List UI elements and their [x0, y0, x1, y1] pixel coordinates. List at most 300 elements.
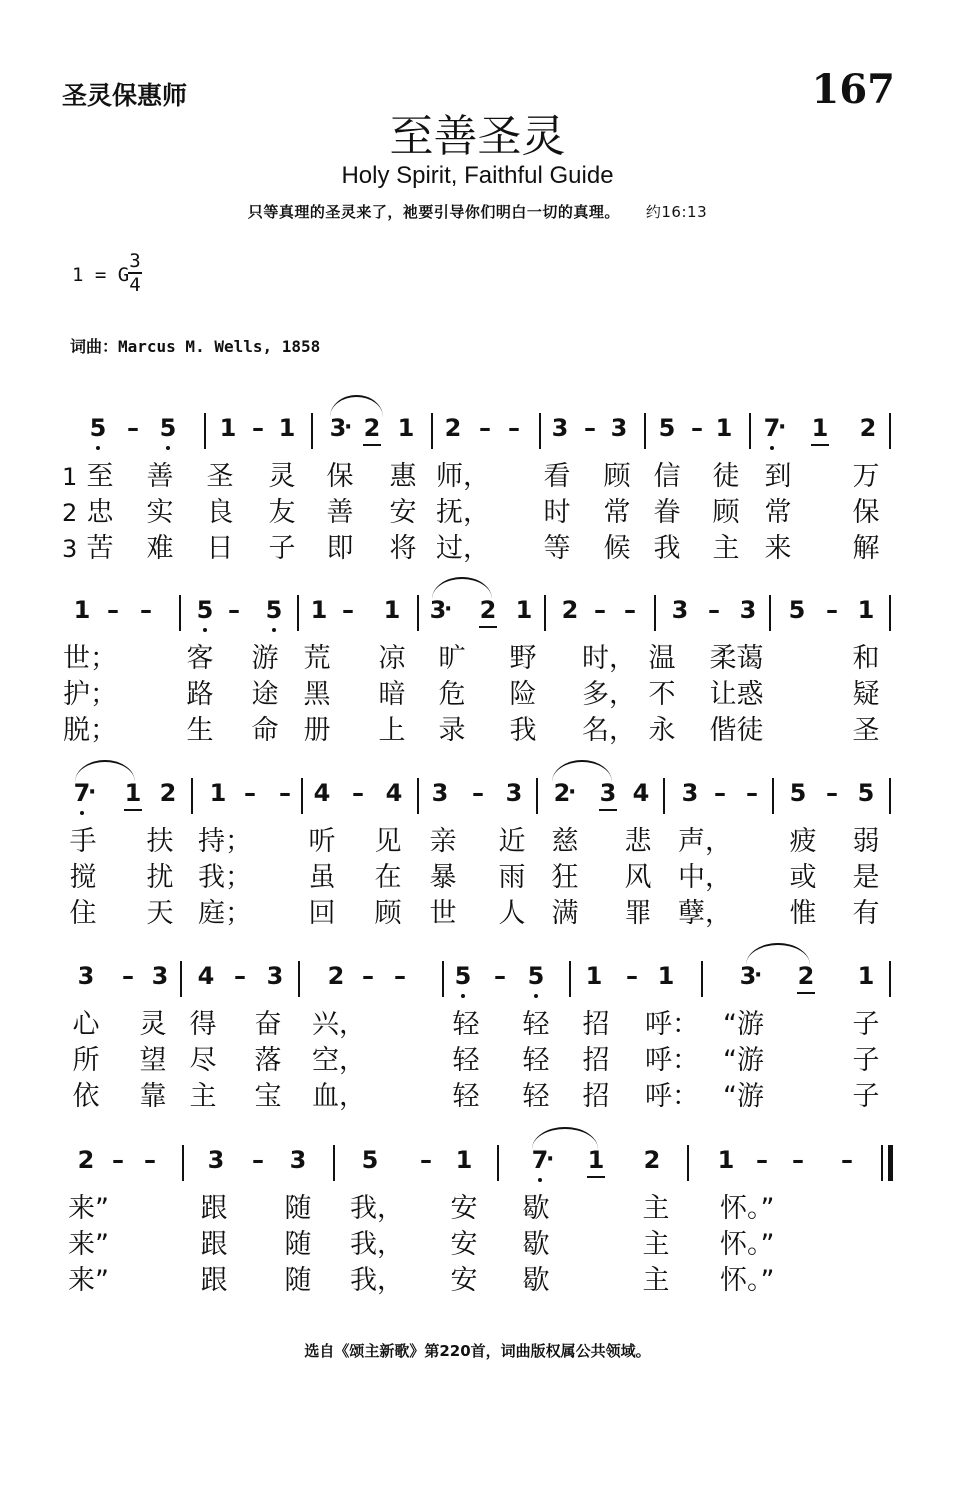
- augmentation-dot: ·: [88, 780, 97, 805]
- lyric-syllable: 生: [186, 715, 214, 746]
- lyric-syllable: 安: [450, 1193, 478, 1224]
- lyric-syllable: 轻: [522, 1009, 550, 1040]
- lyric-syllable: 呼：: [645, 1009, 699, 1040]
- note-digit: 2: [553, 779, 571, 807]
- verse-number: 2: [62, 499, 78, 527]
- lyric-syllable: 路: [186, 679, 214, 710]
- note-digit: –: [420, 1146, 432, 1174]
- note-digit: –: [472, 779, 484, 807]
- lyric-syllable: 安: [450, 1265, 478, 1296]
- note-digit: –: [714, 779, 726, 807]
- note-digit: –: [228, 596, 240, 624]
- note-digit: 4: [313, 779, 331, 807]
- lyric-syllable: 悲: [624, 826, 652, 857]
- note: [664, 595, 696, 625]
- note: [790, 961, 822, 991]
- note-digit: –: [624, 596, 636, 624]
- note-digit: –: [708, 596, 720, 624]
- lyric-syllable: 落: [254, 1045, 282, 1076]
- lyric-syllable: 偕: [709, 715, 737, 746]
- note-digit: 2: [479, 596, 497, 624]
- lyric-syllable: 怀。”: [720, 1193, 775, 1224]
- note: [651, 413, 683, 443]
- lyric-syllable: 尽: [189, 1045, 217, 1076]
- note-digit: 3: [599, 779, 617, 807]
- note-digit: –: [122, 962, 134, 990]
- note-dash: [614, 595, 646, 625]
- note-digit: –: [746, 779, 758, 807]
- lyric-syllable: 等: [543, 533, 571, 564]
- note-digit: 3: [739, 596, 757, 624]
- lyric-syllable: 顾: [603, 461, 631, 492]
- lyric-syllable: “游: [723, 1045, 764, 1076]
- lyric-syllable: 搅: [69, 862, 97, 893]
- note: [625, 778, 657, 808]
- note-digit: –: [479, 414, 491, 442]
- note-digit: 5: [361, 1146, 379, 1174]
- augmentation-dot: ·: [778, 415, 787, 440]
- composer-credit: 词曲：Marcus M. Wells, 1858: [70, 337, 321, 356]
- lyric-syllable: 来”: [68, 1265, 109, 1296]
- note: [850, 778, 882, 808]
- lyric-syllable: 护；: [63, 679, 117, 710]
- note: [756, 413, 788, 443]
- barline: [497, 1145, 499, 1181]
- lyric-syllable: 主: [189, 1081, 217, 1112]
- note-digit: 5: [658, 414, 676, 442]
- lower-octave-dot: [770, 446, 774, 450]
- lyric-syllable: 看: [543, 461, 571, 492]
- scripture-verse: [0, 201, 955, 222]
- note-dash: [616, 961, 648, 991]
- lower-octave-dot: [461, 994, 465, 998]
- note-dash: [384, 961, 416, 991]
- note-digit: 4: [385, 779, 403, 807]
- note-dash: [97, 595, 129, 625]
- lyric-syllable: 中，: [678, 862, 732, 893]
- lyric-syllable: 永: [648, 715, 676, 746]
- lyric-syllable: 温: [648, 643, 676, 674]
- note: [152, 778, 184, 808]
- eighth-underline: [363, 444, 381, 446]
- note-digit: 1: [455, 1146, 473, 1174]
- lyric-syllable: 善: [146, 461, 174, 492]
- note-digit: 3: [610, 414, 628, 442]
- lyric-syllable: 我，: [350, 1229, 404, 1260]
- note-digit: –: [252, 414, 264, 442]
- note-digit: 5: [789, 779, 807, 807]
- lyric-syllable: 暗: [378, 679, 406, 710]
- lyric-syllable: 听: [308, 826, 336, 857]
- note-digit: 1: [857, 962, 875, 990]
- note: [202, 778, 234, 808]
- note-dash: [410, 1145, 442, 1175]
- note: [636, 1145, 668, 1175]
- barline: [333, 1145, 335, 1181]
- note-digit: –: [112, 1146, 124, 1174]
- note: [70, 961, 102, 991]
- lyric-syllable: 保: [852, 497, 880, 528]
- note-digit: –: [584, 414, 596, 442]
- time-numerator: 3: [129, 250, 141, 272]
- lyric-syllable: 轻: [452, 1081, 480, 1112]
- lyric-syllable: 随: [284, 1265, 312, 1296]
- lyric-syllable: 呼：: [645, 1081, 699, 1112]
- lyric-syllable: 或: [789, 862, 817, 893]
- note: [554, 595, 586, 625]
- barline: [180, 961, 182, 997]
- barline: [654, 595, 656, 631]
- note-digit: –: [826, 596, 838, 624]
- note: [592, 778, 624, 808]
- verse-number: 1: [62, 463, 78, 491]
- lyric-syllable: 我: [653, 533, 681, 564]
- lyric-syllable: 徒: [736, 715, 764, 746]
- lyric-syllable: 血，: [312, 1081, 366, 1112]
- note-dash: [704, 778, 736, 808]
- note-dash: [242, 1145, 274, 1175]
- lyric-syllable: 招: [582, 1009, 610, 1040]
- note-digit: –: [826, 779, 838, 807]
- barline: [311, 413, 313, 449]
- note: [603, 413, 635, 443]
- barline: [204, 413, 206, 449]
- note-digit: 7: [763, 414, 781, 442]
- note-digit: 3: [289, 1146, 307, 1174]
- note-dash: [698, 595, 730, 625]
- note-digit: 2: [159, 779, 177, 807]
- barline: [191, 778, 193, 814]
- lyric-syllable: 心: [72, 1009, 100, 1040]
- lyric-syllable: 随: [284, 1229, 312, 1260]
- lyric-syllable: 慈: [551, 826, 579, 857]
- lower-octave-dot: [272, 628, 276, 632]
- barline: [701, 961, 703, 997]
- note-digit: –: [234, 962, 246, 990]
- lyric-syllable: 世: [429, 898, 457, 929]
- note-digit: 7: [73, 779, 91, 807]
- lyric-syllable: 怀。”: [720, 1229, 775, 1260]
- barline: [889, 778, 891, 814]
- barline: [772, 778, 774, 814]
- note-dash: [218, 595, 250, 625]
- note-digit: –: [140, 596, 152, 624]
- note-digit: –: [144, 1146, 156, 1174]
- key-signature: [72, 250, 141, 296]
- barline: [179, 595, 181, 631]
- lyric-syllable: 主: [642, 1193, 670, 1224]
- lyric-syllable: 歇: [522, 1193, 550, 1224]
- note-digit: 2: [444, 414, 462, 442]
- note: [782, 778, 814, 808]
- note-digit: 4: [197, 962, 215, 990]
- lyric-syllable: 天: [146, 898, 174, 929]
- augmentation-dot: ·: [754, 963, 763, 988]
- lyric-syllable: 蔼: [736, 643, 764, 674]
- lyric-syllable: 是: [852, 862, 880, 893]
- note-digit: 2: [363, 414, 381, 442]
- note-digit: 1: [587, 1146, 605, 1174]
- lyric-syllable: 靠: [139, 1081, 167, 1112]
- barline: [881, 1145, 883, 1181]
- note-dash: [102, 1145, 134, 1175]
- system-1: [0, 413, 955, 593]
- barline: [417, 595, 419, 631]
- lyric-syllable: 途: [251, 679, 279, 710]
- note: [524, 1145, 556, 1175]
- note: [322, 413, 354, 443]
- note-dash: [134, 1145, 166, 1175]
- lyric-syllable: 到: [764, 461, 792, 492]
- barline: [663, 778, 665, 814]
- lyric-syllable: 抚，: [436, 497, 490, 528]
- note: [447, 961, 479, 991]
- note-digit: –: [508, 414, 520, 442]
- lower-octave-dot: [166, 446, 170, 450]
- lyric-syllable: 友: [268, 497, 296, 528]
- note-dash: [469, 413, 501, 443]
- lyric-syllable: 人: [498, 898, 526, 929]
- note-digit: 1: [811, 414, 829, 442]
- eighth-underline: [124, 809, 142, 811]
- lyric-syllable: 孽，: [678, 898, 732, 929]
- lyric-syllable: 候: [603, 533, 631, 564]
- lower-octave-dot: [203, 628, 207, 632]
- lyric-syllable: 风: [624, 862, 652, 893]
- note: [189, 595, 221, 625]
- lyric-syllable: 我，: [350, 1193, 404, 1224]
- note-digit: 3: [77, 962, 95, 990]
- note-digit: 3: [681, 779, 699, 807]
- note: [378, 778, 410, 808]
- note-digit: 3: [431, 779, 449, 807]
- lyric-syllable: 依: [72, 1081, 100, 1112]
- lyric-syllable: 师，: [436, 461, 490, 492]
- lyric-syllable: 宝: [254, 1081, 282, 1112]
- lyric-syllable: 歇: [522, 1265, 550, 1296]
- augmentation-dot: ·: [546, 1147, 555, 1172]
- lyric-syllable: 顾: [374, 898, 402, 929]
- note-digit: –: [244, 779, 256, 807]
- note-digit: –: [279, 779, 291, 807]
- eighth-underline: [599, 809, 617, 811]
- lyric-syllable: 实: [146, 497, 174, 528]
- lyric-syllable: 手: [69, 826, 97, 857]
- lyric-syllable: 脱；: [63, 715, 117, 746]
- lyric-syllable: 柔: [709, 643, 737, 674]
- note-digit: –: [626, 962, 638, 990]
- augmentation-dot: ·: [568, 780, 577, 805]
- note: [498, 778, 530, 808]
- note: [850, 961, 882, 991]
- lyric-syllable: 歇: [522, 1229, 550, 1260]
- note-digit: 1: [124, 779, 142, 807]
- lyric-syllable: 我，: [350, 1265, 404, 1296]
- barline: [301, 778, 303, 814]
- note-digit: –: [107, 596, 119, 624]
- lyric-syllable: 安: [389, 497, 417, 528]
- lyric-syllable: 奋: [254, 1009, 282, 1040]
- lyric-syllable: 子: [268, 533, 296, 564]
- note-digit: 5: [159, 414, 177, 442]
- note-digit: –: [127, 414, 139, 442]
- barline: [182, 1145, 184, 1181]
- barline: [544, 595, 546, 631]
- lyric-syllable: 招: [582, 1045, 610, 1076]
- lyric-syllable: 万: [852, 461, 880, 492]
- lyric-syllable: 不: [648, 679, 676, 710]
- lyric-syllable: 难: [146, 533, 174, 564]
- lyric-syllable: 主: [642, 1265, 670, 1296]
- lyric-syllable: 忠: [86, 497, 114, 528]
- lyric-syllable: 主: [642, 1229, 670, 1260]
- lyric-syllable: 黑: [303, 679, 331, 710]
- lyric-syllable: 我；: [198, 862, 252, 893]
- note: [82, 413, 114, 443]
- note: [200, 1145, 232, 1175]
- hymn-subtitle: Holy Spirit, Faithful Guide: [341, 162, 614, 189]
- note: [580, 1145, 612, 1175]
- verse-number: 3: [62, 535, 78, 563]
- lyric-syllable: 疑: [852, 679, 880, 710]
- lyric-syllable: 荒: [303, 643, 331, 674]
- note: [520, 961, 552, 991]
- final-barline: [888, 1145, 893, 1181]
- note: [508, 595, 540, 625]
- eighth-underline: [811, 444, 829, 446]
- note-dash: [816, 778, 848, 808]
- lyric-syllable: 信: [653, 461, 681, 492]
- lower-octave-dot: [80, 811, 84, 815]
- lyric-syllable: 即: [326, 533, 354, 564]
- hymn-title: 至善圣灵: [389, 111, 566, 162]
- note-digit: –: [494, 962, 506, 990]
- note-digit: –: [252, 1146, 264, 1174]
- lyric-syllable: 狂: [551, 862, 579, 893]
- lyric-syllable: 近: [498, 826, 526, 857]
- note-digit: 1: [515, 596, 533, 624]
- lyric-syllable: 时: [543, 497, 571, 528]
- lyric-syllable: 暴: [429, 862, 457, 893]
- lyric-syllable: 子: [852, 1081, 880, 1112]
- lyric-syllable: 惟: [789, 898, 817, 929]
- lyric-syllable: 虽: [308, 862, 336, 893]
- note-dash: [782, 1145, 814, 1175]
- note-digit: 2: [561, 596, 579, 624]
- note-digit: 2: [327, 962, 345, 990]
- lyric-syllable: 册: [303, 715, 331, 746]
- note: [306, 778, 338, 808]
- note-digit: 3: [505, 779, 523, 807]
- note: [356, 413, 388, 443]
- lyric-syllable: “游: [723, 1081, 764, 1112]
- key-label: 1 = G: [72, 264, 130, 286]
- note: [144, 961, 176, 991]
- note: [390, 413, 422, 443]
- lyric-syllable: 日: [206, 533, 234, 564]
- lyric-syllable: 持；: [198, 826, 252, 857]
- lyric-syllable: 过，: [436, 533, 490, 564]
- barline: [889, 961, 891, 997]
- lyric-syllable: 凉: [378, 643, 406, 674]
- note: [674, 778, 706, 808]
- lyric-syllable: 我: [509, 715, 537, 746]
- note: [804, 413, 836, 443]
- lyric-syllable: 录: [438, 715, 466, 746]
- lower-octave-dot: [538, 1178, 542, 1182]
- note-digit: 1: [73, 596, 91, 624]
- lyric-syllable: 灵: [268, 461, 296, 492]
- note-digit: 3: [329, 414, 347, 442]
- note-digit: 3: [739, 962, 757, 990]
- eighth-underline: [587, 1176, 605, 1178]
- note-digit: 5: [788, 596, 806, 624]
- lyric-syllable: 扶: [146, 826, 174, 857]
- eighth-underline: [479, 626, 497, 628]
- lyric-syllable: 怀。”: [720, 1265, 775, 1296]
- note: [546, 778, 578, 808]
- note-digit: 3: [207, 1146, 225, 1174]
- lyric-syllable: 扰: [146, 862, 174, 893]
- note-dash: [332, 595, 364, 625]
- system-5: [0, 1145, 955, 1325]
- note: [422, 595, 454, 625]
- lyric-syllable: 苦: [86, 533, 114, 564]
- note: [70, 1145, 102, 1175]
- note-digit: 5: [265, 596, 283, 624]
- note: [190, 961, 222, 991]
- barline: [298, 961, 300, 997]
- source-note: 选自《颂主新歌》第220首，词曲版权属公共领域。: [304, 1342, 651, 1360]
- note-dash: [498, 413, 530, 443]
- lyric-syllable: 随: [284, 1193, 312, 1224]
- note-digit: 1: [219, 414, 237, 442]
- note: [732, 961, 764, 991]
- lyric-syllable: 轻: [522, 1045, 550, 1076]
- lyric-syllable: 住: [69, 898, 97, 929]
- lyric-syllable: 徒: [712, 461, 740, 492]
- barline: [889, 413, 891, 449]
- verse-reference: 约16:13: [645, 203, 708, 221]
- lyric-syllable: 安: [450, 1229, 478, 1260]
- note-dash: [746, 1145, 778, 1175]
- lyric-syllable: 善: [326, 497, 354, 528]
- note: [781, 595, 813, 625]
- note-dash: [224, 961, 256, 991]
- note: [376, 595, 408, 625]
- lyric-syllable: 顾: [712, 497, 740, 528]
- barline: [569, 961, 571, 997]
- lyric-syllable: 庭；: [198, 898, 252, 929]
- lower-octave-dot: [96, 446, 100, 450]
- note-dash: [484, 961, 516, 991]
- lyric-syllable: 圣: [852, 715, 880, 746]
- barline: [539, 413, 541, 449]
- note: [66, 778, 98, 808]
- lyric-syllable: 让: [709, 679, 737, 710]
- barline: [889, 595, 891, 631]
- note: [424, 778, 456, 808]
- lyric-syllable: 主: [712, 533, 740, 564]
- note: [732, 595, 764, 625]
- lyric-syllable: 罪: [624, 898, 652, 929]
- note-dash: [462, 778, 494, 808]
- lyric-syllable: 命: [251, 715, 279, 746]
- note-digit: 3: [266, 962, 284, 990]
- lyric-syllable: 眷: [653, 497, 681, 528]
- lyric-syllable: 回: [308, 898, 336, 929]
- lyric-syllable: 所: [72, 1045, 100, 1076]
